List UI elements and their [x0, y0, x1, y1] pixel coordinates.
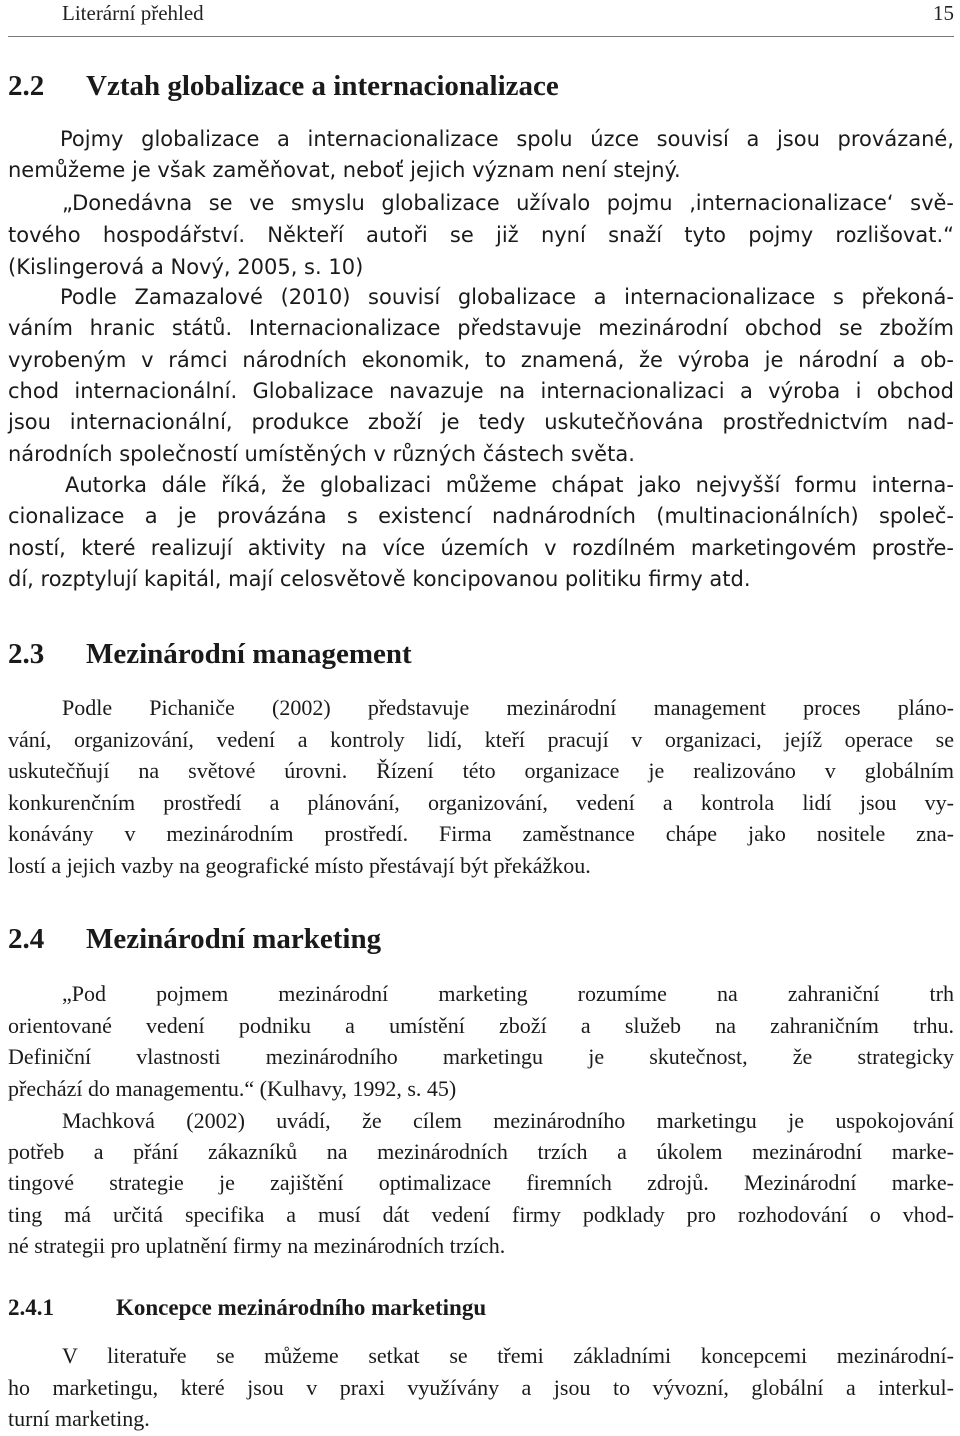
running-header-title: Literární přehled — [62, 1, 204, 25]
heading-section-2-3 — [8, 640, 954, 672]
quote-citation: (Kislingerová a Nový, 2005, s. 10) — [8, 255, 364, 279]
text-line: chod internacionální. Globalizace navazuje na internacionalizaci a výroba i obchod — [8, 379, 954, 403]
text-line: národních společností umístěných v různých částech světa. — [8, 442, 635, 466]
quote-line: Definiční vlastnosti mezinárodního marketingu je skutečnost, že strategicky — [8, 1044, 954, 1069]
quote-line: „Pod pojmem mezinárodní marketing rozumíme na zahraniční trh — [62, 981, 954, 1006]
text-line: Autorka dále říká, že globalizaci můžeme chápat jako nejvyšší formu interna- — [65, 473, 954, 497]
heading-section-2-4 — [8, 925, 954, 957]
text-line: né strategii pro uplatnění firmy na mezinárodních trzích. — [8, 1233, 506, 1258]
page-number: 15 — [933, 1, 954, 25]
section-title: Vztah globalizace a internacionalizace — [86, 70, 559, 102]
text-line: lostí a jejich vazby na geografické místo přestávají být překážkou. — [8, 853, 591, 878]
heading-section-2-2 — [8, 72, 954, 104]
text-line: ting má určitá specifika a musí dát vedení firmy podklady pro rozhodování o vhod- — [8, 1202, 954, 1227]
text-line: tingové strategie je zajištění optimalizace firemních zdrojů. Mezinárodní marke- — [8, 1170, 954, 1195]
quote-citation: přechází do managementu.“ (Kulhavy, 1992, s. 45) — [8, 1076, 457, 1101]
section-title: Mezinárodní marketing — [86, 923, 382, 955]
quote-line: orientované vedení podniku a umístění zboží a služeb na zahraničním trhu. — [8, 1013, 954, 1038]
text-line: Pojmy globalizace a internacionalizace spolu úzce souvisí a jsou provázané, — [60, 127, 954, 151]
text-line: dí, rozptylují kapitál, mají celosvětově koncipovanou politiku firmy atd. — [8, 567, 751, 591]
section-number: 2.2 — [8, 70, 45, 102]
text-line: V literatuře se můžeme setkat se třemi základními koncepcemi mezinárodní- — [62, 1343, 954, 1368]
text-line: Machková (2002) uvádí, že cílem mezinárodního marketingu je uspokojování — [62, 1108, 954, 1133]
text-line: vyrobeným v rámci národních ekonomik, to znamená, že výroba je národní a ob- — [8, 348, 954, 372]
quote-line: tového hospodářství. Někteří autoři se již nyní snaží tyto pojmy rozlišovat.“ — [8, 223, 954, 247]
text-line: konkurenčním prostředí a plánování, organizování, vedení a kontrola lidí jsou vy- — [8, 790, 954, 815]
text-line: váním hranic států. Internacionalizace představuje mezinárodní obchod se zbožím — [8, 316, 954, 340]
text-line: cionalizace a je provázána s existencí nadnárodních (multinacionálních) společ- — [8, 504, 954, 528]
header-rule — [8, 36, 954, 37]
section-number: 2.3 — [8, 638, 45, 670]
quote-line: „Donedávna se ve smyslu globalizace užívalo pojmu ‚internacionalizace‘ svě- — [62, 191, 954, 215]
section-number: 2.4 — [8, 923, 45, 955]
text-line: Podle Pichaniče (2002) představuje mezinárodní management proces pláno- — [62, 695, 954, 720]
text-line: nemůžeme je však zaměňovat, neboť jejich význam není stejný. — [8, 158, 681, 182]
text-line: konávány v mezinárodním prostředí. Firma zaměstnance chápe jako nositele zna- — [8, 821, 954, 846]
section-title: Mezinárodní management — [86, 638, 412, 670]
heading-section-2-4-1 — [8, 1296, 954, 1322]
text-line: turní marketing. — [8, 1406, 150, 1431]
text-line: jsou internacionální, produkce zboží je tedy uskutečňována prostřednictvím nad- — [8, 410, 954, 434]
text-line: ností, které realizují aktivity na více územích v rozdílném marketingovém prostře- — [8, 536, 954, 560]
text-line: uskutečňují na světové úrovni. Řízení této organizace je realizováno v globálním — [8, 758, 954, 783]
text-line: Podle Zamazalové (2010) souvisí globalizace a internacionalizace s překoná- — [60, 285, 954, 309]
text-line: potřeb a přání zákazníků na mezinárodních trzích a úkolem mezinárodní marke- — [8, 1139, 954, 1164]
text-line: vání, organizování, vedení a kontroly lidí, kteří pracují v organizaci, jejíž operace se — [8, 727, 954, 752]
text-line: ho marketingu, které jsou v praxi využívány a jsou to vývozní, globální a interkul- — [8, 1375, 954, 1400]
section-number: 2.4.1 — [8, 1295, 54, 1320]
section-title: Koncepce mezinárodního marketingu — [116, 1295, 487, 1320]
